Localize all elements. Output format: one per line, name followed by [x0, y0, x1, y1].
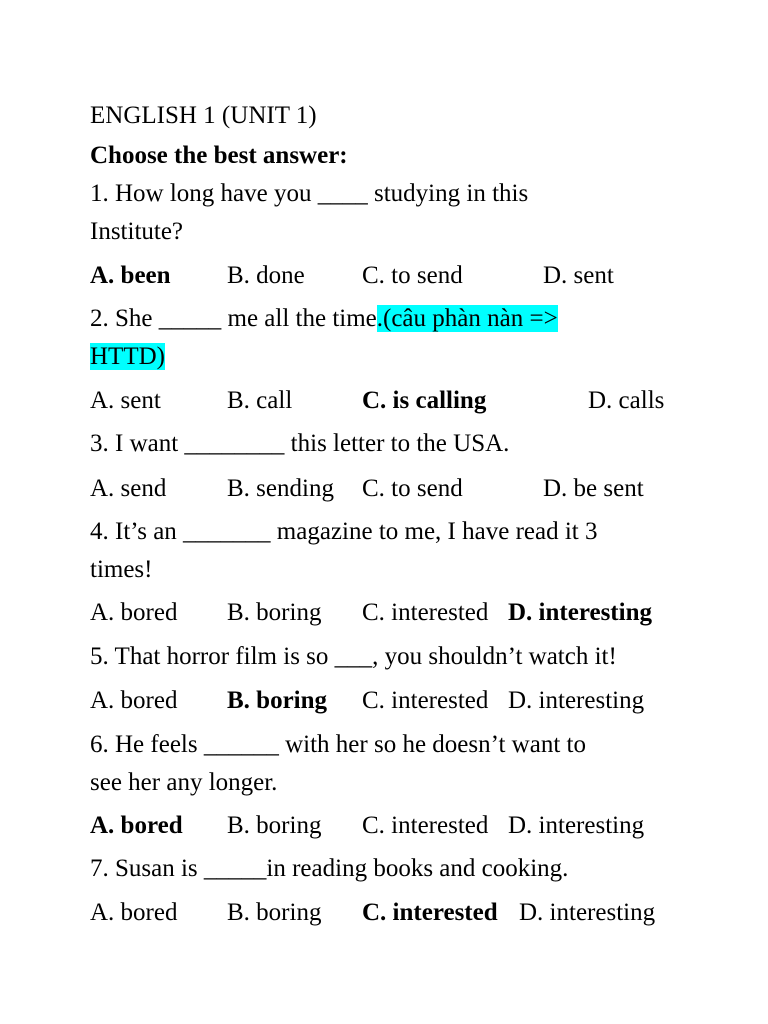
question-7-stem: 7. Susan is _____in reading books and cooking.	[90, 855, 569, 882]
question-7-option-b: B. boring	[227, 899, 322, 926]
question-1-option-b: B. done	[227, 262, 305, 289]
document-title: ENGLISH 1 (UNIT 1)	[90, 102, 317, 129]
question-3-options	[0, 474, 768, 504]
question-4-option-d: D. interesting	[508, 599, 652, 626]
question-3-option-a: A. send	[90, 475, 167, 502]
question-7-option-c: C. interested	[362, 899, 498, 926]
question-7-option-d: D. interesting	[519, 899, 656, 926]
question-7-option-a: A. bored	[90, 899, 178, 926]
question-2-stem-cont	[90, 342, 165, 372]
question-5-options	[0, 686, 768, 716]
question-5-option-b: B. boring	[227, 687, 328, 714]
question-1-stem-cont: Institute?	[90, 218, 184, 245]
instruction-heading: Choose the best answer:	[90, 142, 348, 169]
question-4-options	[0, 598, 768, 628]
question-2-stem-text: 2. She _____ me all the time	[90, 305, 377, 332]
question-6-option-a: A. bored	[90, 812, 183, 839]
question-3-option-c: C. to send	[362, 475, 463, 502]
question-5-option-d: D. interesting	[508, 687, 645, 714]
question-1-stem: 1. How long have you ____ studying in this	[90, 180, 529, 207]
question-2-option-d: D. calls	[588, 387, 665, 414]
question-4-option-b: B. boring	[227, 599, 322, 626]
question-1-options	[0, 261, 768, 291]
question-5-option-c: C. interested	[362, 687, 489, 714]
question-4-option-a: A. bored	[90, 599, 178, 626]
question-5-stem: 5. That horror film is so ___, you shouldn’t watch it!	[90, 643, 617, 670]
question-6-options	[0, 811, 768, 841]
question-3-option-d: D. be sent	[543, 475, 644, 502]
question-1-option-d: D. sent	[543, 262, 614, 289]
question-2-stem	[90, 304, 558, 334]
question-7-options	[0, 898, 768, 928]
question-6-option-b: B. boring	[227, 812, 322, 839]
question-6-stem-cont: see her any longer.	[90, 769, 278, 796]
question-4-option-c: C. interested	[362, 599, 489, 626]
question-5-option-a: A. bored	[90, 687, 178, 714]
question-2-option-b: B. call	[227, 387, 293, 414]
question-2-option-c: C. is calling	[362, 387, 487, 414]
question-6-option-d: D. interesting	[508, 812, 645, 839]
question-2-note: .(câu phàn nàn =>	[376, 305, 558, 332]
question-1-option-c: C. to send	[362, 262, 463, 289]
question-2-note-cont: HTTD)	[90, 343, 165, 370]
question-6-stem: 6. He feels ______ with her so he doesn’t want to	[90, 731, 586, 758]
question-3-stem: 3. I want ________ this letter to the USA.	[90, 430, 510, 457]
question-4-stem-cont: times!	[90, 556, 153, 583]
question-6-option-c: C. interested	[362, 812, 489, 839]
question-3-option-b: B. sending	[227, 475, 334, 502]
question-4-stem: 4. It’s an _______ magazine to me, I have read it 3	[90, 518, 598, 545]
question-2-option-a: A. sent	[90, 387, 161, 414]
question-2-options	[0, 386, 768, 416]
question-1-option-a: A. been	[90, 262, 171, 289]
